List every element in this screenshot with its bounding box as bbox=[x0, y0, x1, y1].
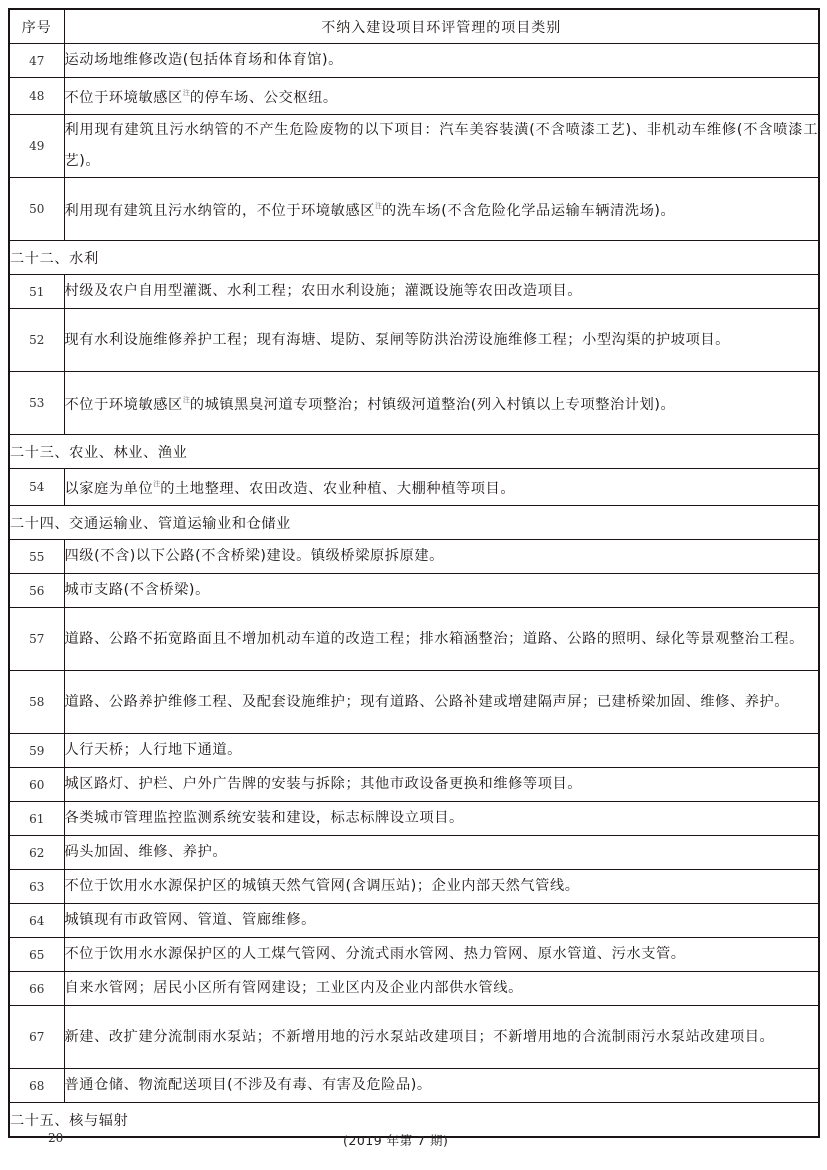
row-category-text: 道路、公路养护维修工程、及配套设施维护；现有道路、公路补建或增建隔声屏；已建桥梁加固、维修、养护。 bbox=[64, 671, 819, 734]
row-number: 54 bbox=[9, 469, 64, 506]
row-category-text bbox=[64, 372, 819, 435]
column-header-category: 不纳入建设项目环评管理的项目类别 bbox=[64, 9, 819, 44]
row-category-text: 码头加固、维修、养护。 bbox=[64, 836, 819, 870]
table-row bbox=[9, 1069, 819, 1103]
row-category-text: 村级及农户自用型灌溉、水利工程；农田水利设施；灌溉设施等农田改造项目。 bbox=[64, 275, 819, 309]
row-number: 62 bbox=[9, 836, 64, 870]
table-row bbox=[9, 972, 819, 1006]
row-category-text: 运动场地维修改造(包括体育场和体育馆)。 bbox=[64, 44, 819, 78]
row-category-text: 不位于饮用水水源保护区的人工煤气管网、分流式雨水管网、热力管网、原水管道、污水支管。 bbox=[64, 938, 819, 972]
row-category-text: 普通仓储、物流配送项目(不涉及有毒、有害及危险品)。 bbox=[64, 1069, 819, 1103]
table-row bbox=[9, 904, 819, 938]
table-row bbox=[9, 1006, 819, 1069]
text-segment: 的土地整理、农田改造、农业种植、大棚种植等项目。 bbox=[160, 481, 516, 497]
section-row bbox=[9, 435, 819, 469]
row-number: 55 bbox=[9, 540, 64, 574]
section-heading: 二十五、核与辐射 bbox=[9, 1103, 819, 1138]
row-number: 67 bbox=[9, 1006, 64, 1069]
row-number: 66 bbox=[9, 972, 64, 1006]
issue-label: (2019 年第 7 期) bbox=[343, 1133, 449, 1148]
row-category-text: 新建、改扩建分流制雨水泵站；不新增用地的污水泵站改建项目；不新增用地的合流制雨污水泵站改建项目。 bbox=[64, 1006, 819, 1069]
table-row bbox=[9, 178, 819, 241]
footnote-marker: 注 bbox=[182, 89, 190, 97]
row-number: 56 bbox=[9, 574, 64, 608]
row-number: 59 bbox=[9, 734, 64, 768]
row-category-text: 利用现有建筑且污水纳管的不产生危险废物的以下项目：汽车美容装潢(不含喷漆工艺)、非机动车维修(不含喷漆工艺)。 bbox=[64, 115, 819, 178]
row-number: 47 bbox=[9, 44, 64, 78]
row-category-text: 人行天桥；人行地下通道。 bbox=[64, 734, 819, 768]
table-row bbox=[9, 115, 819, 178]
table-row bbox=[9, 671, 819, 734]
row-category-text: 现有水利设施维修养护工程；现有海塘、堤防、泵闸等防洪治涝设施维修工程；小型沟渠的护坡项目。 bbox=[64, 309, 819, 372]
row-category-text: 不位于饮用水水源保护区的城镇天然气管网(含调压站)；企业内部天然气管线。 bbox=[64, 870, 819, 904]
column-header-number: 序号 bbox=[9, 9, 64, 44]
section-heading: 二十二、水利 bbox=[9, 241, 819, 275]
row-category-text: 城镇现有市政管网、管道、管廊维修。 bbox=[64, 904, 819, 938]
row-category-text: 城区路灯、护栏、户外广告牌的安装与拆除；其他市政设备更换和维修等项目。 bbox=[64, 768, 819, 802]
section-row bbox=[9, 506, 819, 540]
table-row bbox=[9, 469, 819, 506]
page-number: 20 bbox=[48, 1131, 64, 1145]
table-row bbox=[9, 870, 819, 904]
text-segment: 的城镇黑臭河道专项整治；村镇级河道整治(列入村镇以上专项整治计划)。 bbox=[189, 397, 676, 413]
table-row bbox=[9, 309, 819, 372]
footnote-marker: 注 bbox=[153, 480, 161, 488]
row-category-text bbox=[64, 78, 819, 115]
table-row bbox=[9, 768, 819, 802]
table-row bbox=[9, 802, 819, 836]
row-number: 60 bbox=[9, 768, 64, 802]
row-number: 50 bbox=[9, 178, 64, 241]
row-number: 61 bbox=[9, 802, 64, 836]
table-row bbox=[9, 836, 819, 870]
row-number: 58 bbox=[9, 671, 64, 734]
row-category-text: 自来水管网；居民小区所有管网建设；工业区内及企业内部供水管线。 bbox=[64, 972, 819, 1006]
table-header-row bbox=[9, 9, 819, 44]
row-number: 53 bbox=[9, 372, 64, 435]
row-number: 48 bbox=[9, 78, 64, 115]
text-segment: 利用现有建筑且污水纳管的，不位于环境敏感区 bbox=[64, 203, 376, 219]
text-segment: 的停车场、公交枢纽。 bbox=[189, 90, 338, 106]
row-category-text bbox=[64, 178, 819, 241]
text-segment: 不位于环境敏感区 bbox=[64, 90, 183, 106]
footnote-marker: 注 bbox=[375, 202, 383, 210]
table-row bbox=[9, 44, 819, 78]
table-row bbox=[9, 372, 819, 435]
table-row bbox=[9, 574, 819, 608]
row-category-text: 各类城市管理监控监测系统安装和建设，标志标牌设立项目。 bbox=[64, 802, 819, 836]
row-number: 57 bbox=[9, 608, 64, 671]
row-number: 65 bbox=[9, 938, 64, 972]
table-row bbox=[9, 275, 819, 309]
row-category-text: 道路、公路不拓宽路面且不增加机动车道的改造工程；排水箱涵整治；道路、公路的照明、绿化等景观整治工程。 bbox=[64, 608, 819, 671]
table-body bbox=[9, 44, 819, 1138]
row-number: 49 bbox=[9, 115, 64, 178]
row-number: 51 bbox=[9, 275, 64, 309]
row-category-text bbox=[64, 469, 819, 506]
table-row bbox=[9, 938, 819, 972]
section-heading: 二十四、交通运输业、管道运输业和仓储业 bbox=[9, 506, 819, 540]
section-heading: 二十三、农业、林业、渔业 bbox=[9, 435, 819, 469]
text-segment: 以家庭为单位 bbox=[64, 481, 154, 497]
table-row bbox=[9, 540, 819, 574]
row-category-text: 城市支路(不含桥梁)。 bbox=[64, 574, 819, 608]
project-category-table bbox=[8, 8, 820, 1138]
footnote-marker: 注 bbox=[182, 396, 190, 404]
text-segment: 的洗车场(不含危险化学品运输车辆清洗场)。 bbox=[382, 203, 676, 219]
table-row bbox=[9, 608, 819, 671]
table-row bbox=[9, 734, 819, 768]
row-number: 52 bbox=[9, 309, 64, 372]
row-number: 68 bbox=[9, 1069, 64, 1103]
row-category-text: 四级(不含)以下公路(不含桥梁)建设。镇级桥梁原拆原建。 bbox=[64, 540, 819, 574]
table-row bbox=[9, 78, 819, 115]
section-row bbox=[9, 241, 819, 275]
row-number: 63 bbox=[9, 870, 64, 904]
row-number: 64 bbox=[9, 904, 64, 938]
text-segment: 不位于环境敏感区 bbox=[64, 397, 183, 413]
